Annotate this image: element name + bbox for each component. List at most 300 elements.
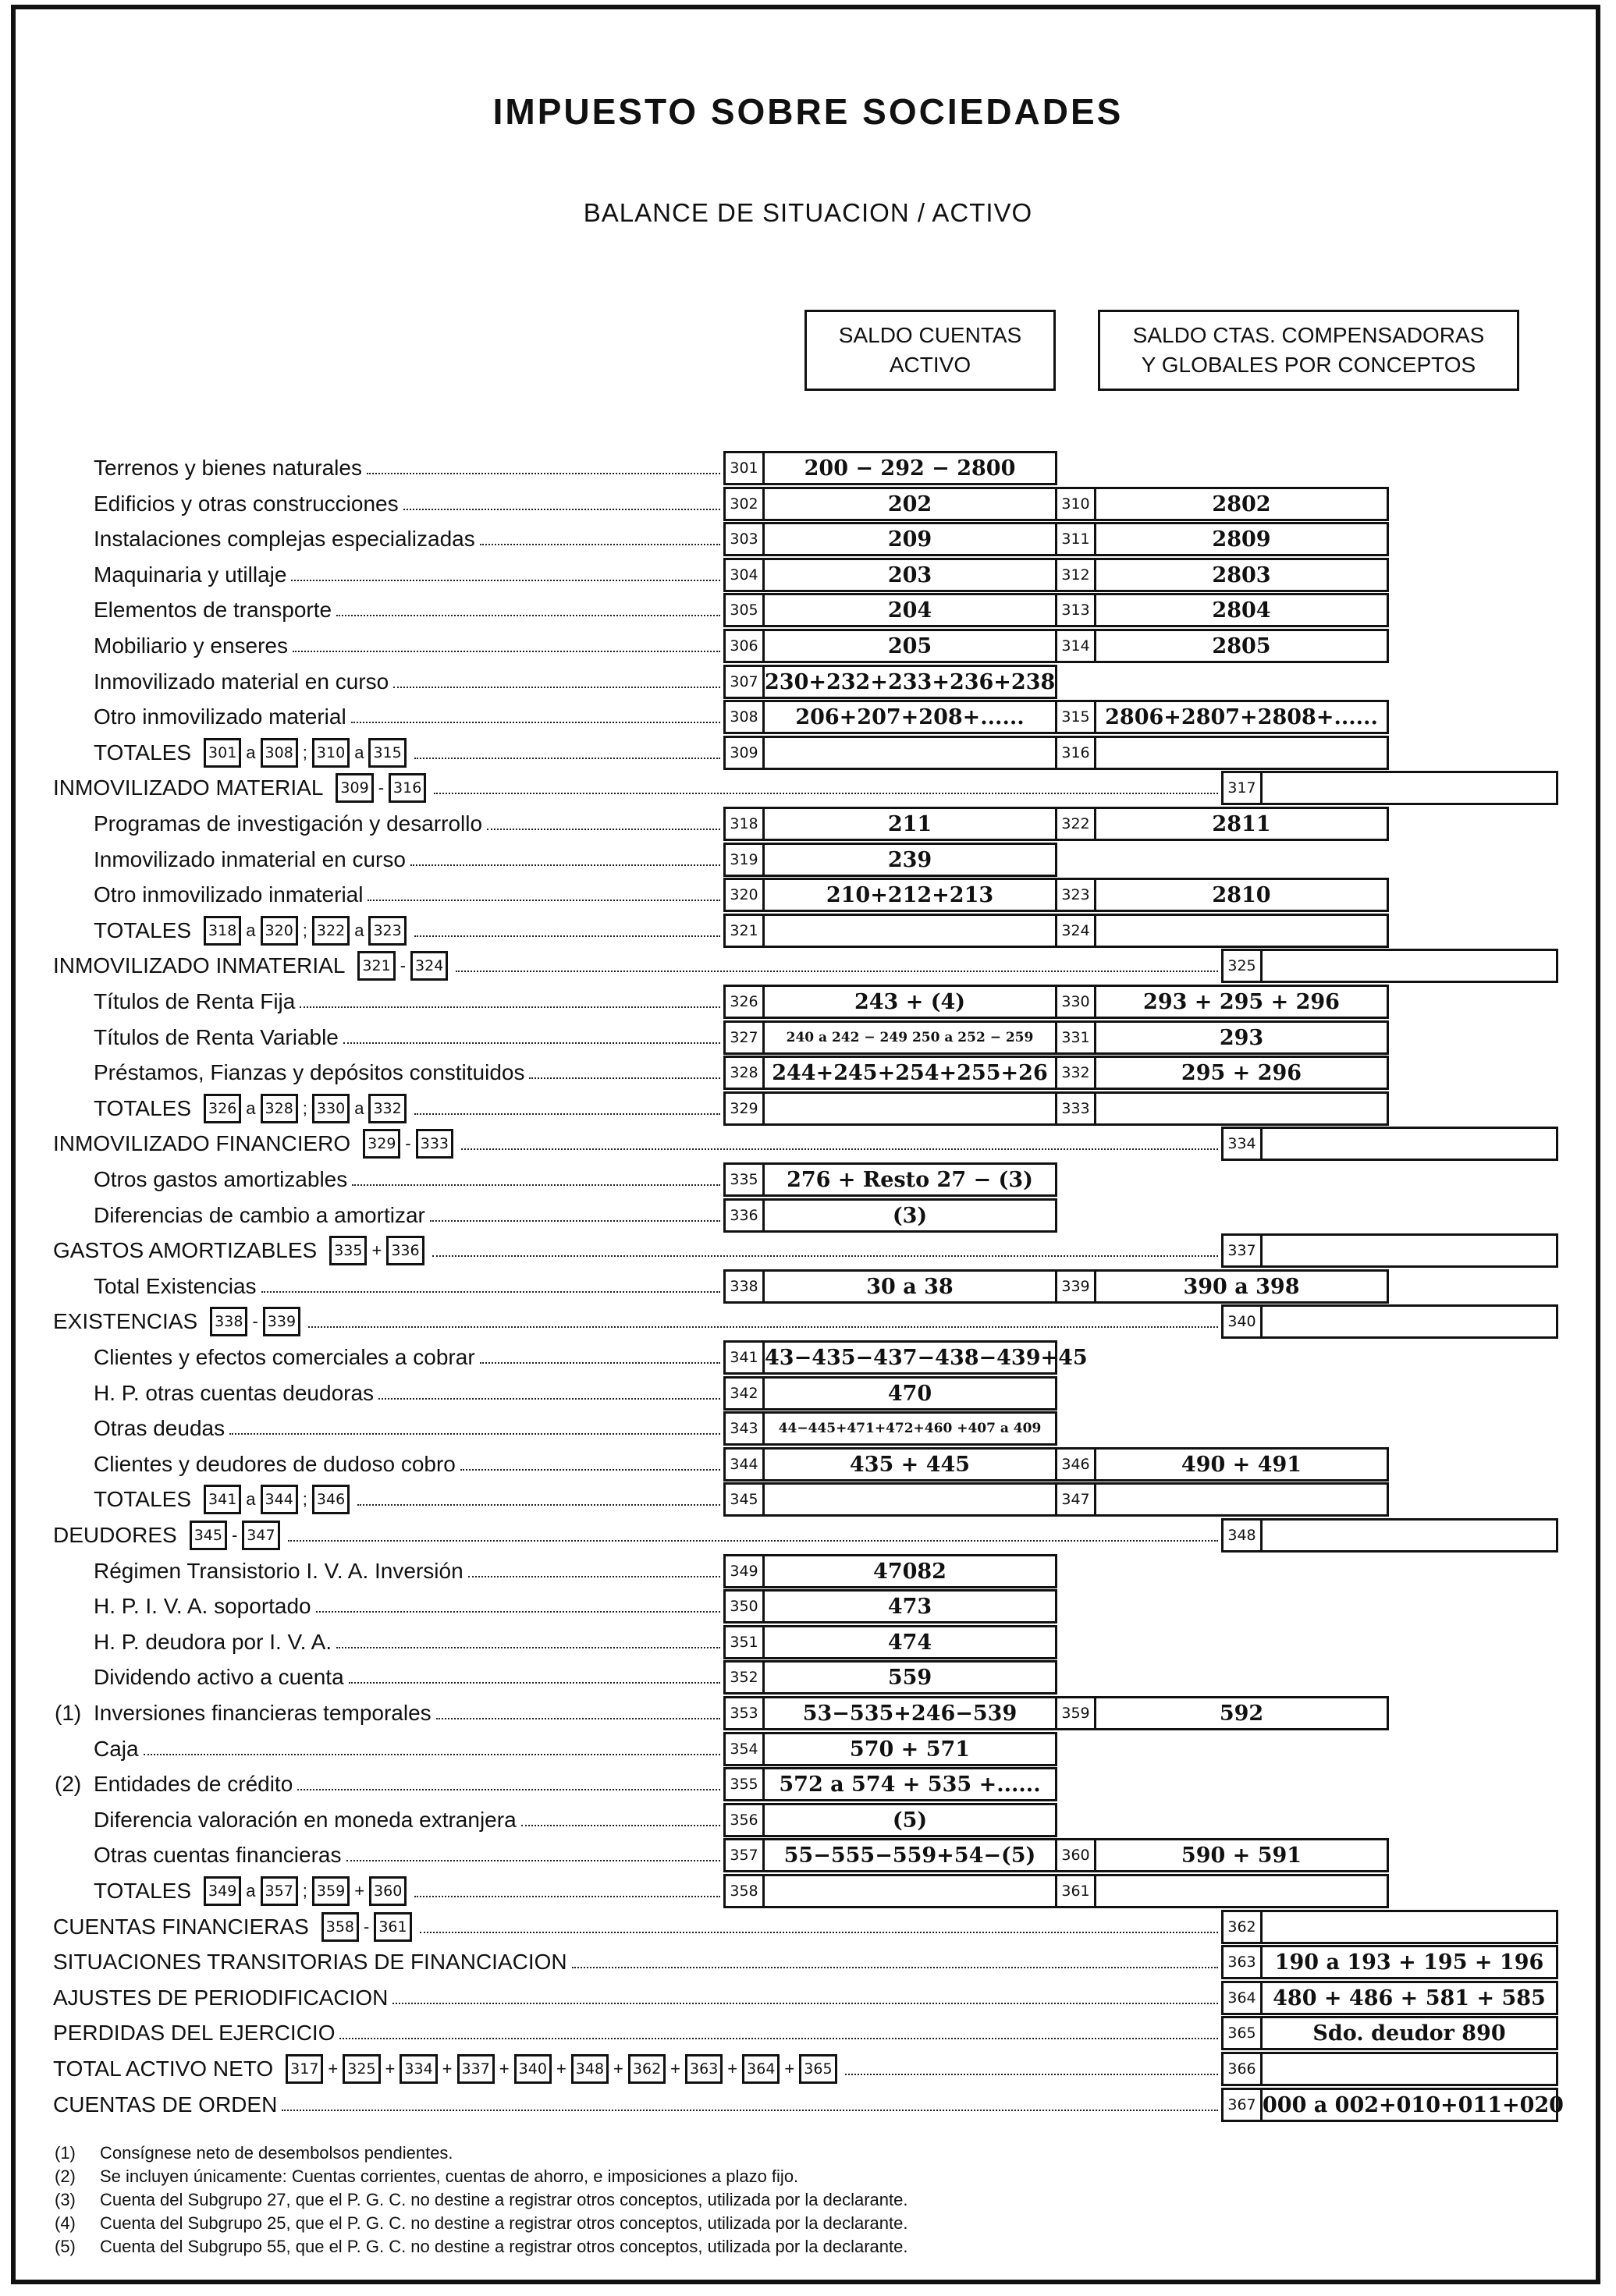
ref-operator: -	[231, 1525, 238, 1545]
box-code: 358	[726, 1876, 765, 1906]
ref-box: 345	[190, 1521, 227, 1550]
box-value[interactable]: 53−535+246−539	[802, 1701, 1018, 1726]
box-value[interactable]: 30 a 38	[866, 1274, 954, 1299]
box-value[interactable]: 47082	[873, 1559, 947, 1584]
footnote-number: (4)	[55, 2213, 76, 2233]
footnote-text: Se incluyen únicamente: Cuentas corrientes, cuentas de ahorro, e imposiciones a plazo fijo.	[100, 2166, 799, 2186]
box-value[interactable]: 474	[887, 1630, 932, 1655]
footnote-number: (3)	[55, 2190, 76, 2209]
total-box[interactable]	[1221, 949, 1558, 983]
leader-dots	[288, 1540, 1218, 1542]
box-code: 318	[726, 809, 765, 839]
item-line	[94, 1662, 723, 1693]
box-value[interactable]: 570 + 571	[849, 1737, 971, 1762]
ref-operator: +	[371, 1240, 382, 1260]
leader-dots	[378, 1398, 720, 1400]
box-code: 304	[726, 560, 765, 590]
activo-box[interactable]	[723, 1874, 1057, 1908]
ref-box: 320	[261, 916, 298, 946]
footnote-ref: (1)	[55, 1701, 82, 1725]
row-label: Edificios y otras construcciones	[94, 491, 399, 516]
row-label: Instalaciones complejas especializadas	[94, 527, 475, 551]
totals-line	[94, 1484, 723, 1515]
footnote-number: (2)	[55, 2166, 76, 2186]
activo-box[interactable]	[723, 1767, 1057, 1801]
box-code: 350	[726, 1592, 765, 1621]
total-box[interactable]	[1221, 1233, 1558, 1268]
compensadora-box[interactable]	[1055, 629, 1389, 663]
footnote-number: (5)	[55, 2237, 76, 2256]
ref-box: 322	[312, 916, 350, 946]
formula-refs	[201, 916, 410, 946]
box-code: 366	[1224, 2054, 1263, 2084]
item-line	[94, 1627, 723, 1658]
box-value[interactable]: 44−445+471+472+460 +407 a 409	[778, 1421, 1042, 1436]
total-box[interactable]	[1221, 1127, 1558, 1161]
box-value[interactable]: 2806+2807+2808+......	[1105, 704, 1378, 729]
leader-dots	[487, 829, 720, 830]
ref-operator: +	[784, 2059, 795, 2078]
box-value[interactable]: 2805	[1212, 633, 1271, 658]
box-code: 307	[726, 667, 765, 697]
ref-box: 330	[312, 1094, 350, 1123]
item-line	[94, 1591, 723, 1622]
row-label: Clientes y efectos comerciales a cobrar	[94, 1345, 475, 1369]
ref-box: 326	[204, 1094, 241, 1123]
box-value[interactable]: 190 a 193 + 195 + 196	[1274, 1950, 1544, 1975]
item-line	[94, 1022, 723, 1053]
item-line	[55, 1769, 723, 1800]
box-code: 331	[1057, 1023, 1096, 1052]
footnote-text: Cuenta del Subgrupo 55, que el P. G. C. no destine a registrar otros conceptos, utilizada por la declarante.	[100, 2237, 908, 2256]
ref-operator: ;	[302, 743, 307, 762]
section-heading	[53, 1306, 1221, 1337]
footnote	[55, 2142, 907, 2165]
ref-box: 308	[261, 738, 298, 768]
ref-box: 301	[204, 738, 241, 768]
box-code: 364	[1224, 1983, 1263, 2013]
box-value[interactable]: 230+232+233+236+238	[765, 669, 1056, 694]
header-saldo-cuentas-activo	[804, 310, 1056, 391]
box-value[interactable]: 2803	[1212, 562, 1271, 587]
leader-dots	[410, 864, 720, 866]
item-line	[94, 1413, 723, 1444]
leader-dots	[430, 1220, 720, 1222]
compensadora-box[interactable]	[1055, 1269, 1389, 1304]
section-heading	[53, 1128, 1221, 1159]
item-line	[94, 452, 723, 484]
totals-line	[94, 1875, 723, 1907]
ref-box: 318	[204, 916, 241, 946]
leader-dots	[414, 1896, 720, 1897]
row-label: INMOVILIZADO FINANCIERO	[53, 1131, 351, 1155]
row-label: TOTALES	[94, 1487, 192, 1511]
item-line	[94, 488, 723, 520]
ref-operator: a	[354, 1098, 364, 1118]
total-box[interactable]	[1221, 1304, 1558, 1339]
row-label: Inmovilizado material en curso	[94, 669, 389, 694]
activo-box[interactable]	[723, 1411, 1057, 1446]
item-line	[94, 808, 723, 839]
item-line	[94, 844, 723, 875]
box-code: 335	[726, 1165, 765, 1194]
ref-box: 363	[685, 2054, 723, 2084]
leader-dots	[480, 1362, 720, 1364]
leader-dots	[300, 1006, 720, 1008]
header-col2-line1: SALDO CTAS. COMPENSADORAS	[1132, 323, 1485, 347]
section-heading	[53, 2017, 1221, 2049]
leader-dots	[357, 1504, 720, 1506]
box-code: 328	[726, 1058, 765, 1088]
ref-box: 332	[368, 1094, 406, 1123]
box-code: 352	[726, 1663, 765, 1692]
leader-dots	[343, 1042, 720, 1044]
footnotes	[55, 2142, 907, 2259]
item-line	[94, 879, 723, 910]
row-label: H. P. I. V. A. soportado	[94, 1594, 311, 1618]
box-value[interactable]: (5)	[892, 1808, 928, 1833]
box-value[interactable]: 590 + 591	[1181, 1843, 1302, 1868]
activo-box[interactable]	[723, 451, 1057, 485]
compensadora-box[interactable]	[1055, 1482, 1389, 1517]
compensadora-box[interactable]	[1055, 593, 1389, 627]
box-value[interactable]: 490 + 491	[1181, 1452, 1302, 1477]
leader-dots	[339, 2038, 1218, 2039]
row-label: CUENTAS DE ORDEN	[53, 2092, 278, 2117]
activo-box[interactable]	[723, 878, 1057, 912]
row-label: AJUSTES DE PERIODIFICACION	[53, 1985, 389, 2010]
section-heading	[53, 1946, 1221, 1978]
activo-box[interactable]	[723, 558, 1057, 592]
compensadora-box[interactable]	[1055, 1020, 1389, 1055]
ref-operator: +	[556, 2059, 566, 2078]
leader-dots	[346, 1860, 721, 1861]
row-label: EXISTENCIAS	[53, 1309, 198, 1333]
compensadora-box[interactable]	[1055, 985, 1389, 1019]
leader-dots	[351, 722, 720, 723]
footnote-text: Consígnese neto de desembolsos pendientes.	[100, 2143, 453, 2163]
box-value[interactable]: 2809	[1212, 527, 1271, 552]
ref-operator: ;	[302, 921, 307, 940]
section-heading	[53, 950, 1221, 981]
item-line	[94, 666, 723, 697]
box-value[interactable]: 243 + (4)	[854, 989, 966, 1014]
box-code: 361	[1057, 1876, 1096, 1906]
activo-box[interactable]	[723, 1340, 1088, 1375]
ref-operator: +	[727, 2059, 738, 2078]
activo-box[interactable]	[723, 1269, 1057, 1304]
box-value[interactable]: (3)	[892, 1203, 928, 1228]
box-value[interactable]: 200 − 292 − 2800	[804, 456, 1016, 481]
compensadora-box[interactable]	[1055, 487, 1389, 521]
box-code: 311	[1057, 524, 1096, 554]
compensadora-box[interactable]	[1055, 1696, 1389, 1730]
activo-box[interactable]	[723, 1056, 1057, 1090]
box-value[interactable]: 239	[887, 847, 932, 872]
box-code: 362	[1224, 1912, 1263, 1942]
item-line	[94, 1200, 723, 1231]
box-code: 308	[726, 702, 765, 732]
total-box[interactable]	[1221, 2016, 1558, 2050]
ref-box: 317	[286, 2054, 323, 2084]
box-code: 339	[1057, 1272, 1096, 1301]
row-label: Inversiones financieras temporales	[94, 1701, 432, 1725]
footnote-text: Cuenta del Subgrupo 27, que el P. G. C. no destine a registrar otros conceptos, utilizada por la declarante.	[100, 2190, 908, 2209]
box-value[interactable]: 390 a 398	[1183, 1274, 1300, 1299]
activo-box[interactable]	[723, 914, 1057, 948]
box-value[interactable]: 435 + 445	[849, 1452, 971, 1477]
compensadora-box[interactable]	[1055, 558, 1389, 592]
ref-box: 347	[242, 1521, 279, 1550]
box-code: 360	[1057, 1840, 1096, 1870]
formula-refs	[326, 1236, 427, 1265]
leader-dots	[336, 1647, 720, 1648]
row-label: TOTALES	[94, 740, 192, 765]
row-label: Caja	[94, 1737, 139, 1761]
compensadora-box[interactable]	[1055, 736, 1389, 770]
row-label: Programas de investigación y desarrollo	[94, 811, 483, 836]
box-code: 321	[726, 916, 765, 946]
activo-box[interactable]	[723, 1091, 1057, 1126]
activo-box[interactable]	[723, 593, 1057, 627]
section-heading	[53, 2053, 1221, 2085]
leader-dots	[468, 1576, 720, 1577]
activo-box[interactable]	[723, 1162, 1057, 1197]
box-value[interactable]: 000 a 002+010+011+020	[1263, 2092, 1564, 2117]
total-box[interactable]	[1221, 2052, 1558, 2086]
box-code: 320	[726, 880, 765, 910]
total-box[interactable]	[1221, 1981, 1558, 2015]
leader-dots	[529, 1077, 720, 1079]
box-code: 347	[1057, 1485, 1096, 1514]
row-label: Otro inmovilizado material	[94, 704, 346, 729]
box-value[interactable]: 2804	[1212, 598, 1271, 623]
compensadora-box[interactable]	[1055, 1874, 1389, 1908]
box-code: 309	[726, 738, 765, 768]
compensadora-box[interactable]	[1055, 1056, 1389, 1090]
box-code: 355	[726, 1769, 765, 1799]
activo-box[interactable]	[723, 843, 1057, 877]
activo-box[interactable]	[723, 1020, 1057, 1055]
leader-dots	[349, 1682, 720, 1684]
box-value[interactable]: 211	[887, 811, 932, 836]
ref-box: 349	[204, 1876, 241, 1906]
ref-operator: a	[246, 921, 256, 940]
activo-box[interactable]	[723, 629, 1057, 663]
ref-box: 344	[261, 1485, 298, 1514]
compensadora-box[interactable]	[1055, 1447, 1389, 1482]
ref-box: 336	[386, 1236, 424, 1265]
total-box[interactable]	[1221, 1518, 1558, 1553]
compensadora-box[interactable]	[1055, 522, 1389, 556]
section-heading	[53, 1911, 1221, 1943]
total-box[interactable]	[1221, 1910, 1558, 1944]
ref-operator: -	[400, 956, 407, 975]
formula-refs	[201, 738, 410, 768]
header-col1-line2: ACTIVO	[889, 353, 971, 377]
item-line	[94, 701, 723, 733]
leader-dots	[367, 473, 720, 474]
leader-dots	[461, 1148, 1218, 1150]
box-value[interactable]: Sdo. deudor 890	[1312, 2021, 1506, 2046]
activo-box[interactable]	[723, 1482, 1057, 1517]
box-value[interactable]: 592	[1219, 1701, 1264, 1726]
activo-box[interactable]	[723, 487, 1057, 521]
leader-dots	[414, 1113, 720, 1115]
box-value[interactable]: 206+207+208+......	[795, 704, 1025, 729]
box-value[interactable]: 205	[887, 633, 932, 658]
row-label: Diferencia valoración en moneda extranjera	[94, 1808, 517, 1832]
activo-box[interactable]	[723, 1554, 1057, 1588]
activo-box[interactable]	[723, 1376, 1057, 1411]
ref-box: 360	[369, 1876, 407, 1906]
box-value[interactable]: 295 + 296	[1181, 1060, 1302, 1085]
activo-box[interactable]	[723, 807, 1057, 841]
total-box[interactable]	[1221, 1945, 1558, 1979]
ref-box: 329	[363, 1129, 400, 1159]
box-value[interactable]: 559	[887, 1665, 932, 1690]
box-value[interactable]: 293	[1219, 1025, 1264, 1050]
ref-operator: +	[354, 1881, 365, 1900]
item-line	[94, 1271, 723, 1302]
page-title: IMPUESTO SOBRE SOCIEDADES	[492, 91, 1124, 132]
box-value[interactable]: 473	[887, 1594, 932, 1619]
box-code: 356	[726, 1805, 765, 1835]
box-code: 327	[726, 1023, 765, 1052]
compensadora-box[interactable]	[1055, 914, 1389, 948]
box-value[interactable]: 209	[887, 527, 932, 552]
box-value[interactable]: 480 + 486 + 581 + 585	[1273, 1985, 1546, 2010]
box-value[interactable]: 2810	[1212, 882, 1271, 907]
box-code: 346	[1057, 1450, 1096, 1479]
item-line	[94, 523, 723, 555]
leader-dots	[336, 615, 720, 616]
activo-box[interactable]	[723, 1589, 1057, 1624]
ref-box: 321	[357, 951, 395, 981]
activo-box[interactable]	[723, 1838, 1057, 1872]
row-label: PERDIDAS DEL EJERCICIO	[53, 2021, 336, 2045]
box-code: 363	[1224, 1947, 1263, 1977]
box-value[interactable]: 203	[887, 562, 932, 587]
leader-dots	[293, 651, 720, 652]
formula-refs	[207, 1307, 304, 1336]
activo-box[interactable]	[723, 1732, 1057, 1766]
box-value[interactable]: 276 + Resto 27 − (3)	[787, 1167, 1033, 1192]
leader-dots	[308, 1326, 1218, 1328]
row-label: Régimen Transistorio I. V. A. Inversión	[94, 1559, 463, 1583]
row-label: Otras cuentas financieras	[94, 1843, 342, 1867]
box-value[interactable]: 293 + 295 + 296	[1143, 989, 1340, 1014]
activo-box[interactable]	[723, 1696, 1057, 1730]
leader-dots	[403, 509, 720, 510]
compensadora-box[interactable]	[1055, 878, 1389, 912]
box-code: 353	[726, 1698, 765, 1728]
row-label: Títulos de Renta Fija	[94, 989, 296, 1013]
leader-dots	[460, 1469, 720, 1471]
activo-box[interactable]	[723, 522, 1057, 556]
ref-box: 335	[329, 1236, 367, 1265]
box-value[interactable]: 244+245+254+255+26	[772, 1060, 1048, 1085]
leader-dots	[432, 1255, 1218, 1257]
box-code: 343	[726, 1414, 765, 1443]
row-label: Dividendo activo a cuenta	[94, 1665, 344, 1689]
activo-box[interactable]	[723, 1660, 1057, 1694]
compensadora-box[interactable]	[1055, 1091, 1389, 1126]
total-box[interactable]	[1221, 771, 1558, 805]
box-value[interactable]: 210+212+213	[826, 882, 994, 907]
leader-dots	[572, 1967, 1218, 1968]
compensadora-box[interactable]	[1055, 1838, 1389, 1872]
activo-box[interactable]	[723, 985, 1057, 1019]
activo-box[interactable]	[723, 1803, 1057, 1837]
row-label: Elementos de transporte	[94, 598, 332, 622]
row-label: INMOVILIZADO MATERIAL	[53, 775, 324, 800]
ref-box: 364	[742, 2054, 780, 2084]
leader-dots	[291, 580, 720, 581]
ref-box: 338	[210, 1307, 247, 1336]
activo-box[interactable]	[723, 665, 1057, 699]
header-saldo-compensadoras	[1098, 310, 1519, 391]
box-value[interactable]: 43−435−437−438−439+45	[765, 1345, 1088, 1370]
activo-box[interactable]	[723, 1625, 1057, 1659]
box-value[interactable]: 2811	[1212, 811, 1271, 836]
box-value[interactable]: 202	[887, 491, 932, 516]
box-code: 322	[1057, 809, 1096, 839]
row-label: Terrenos y bienes naturales	[94, 456, 362, 480]
box-code: 351	[726, 1627, 765, 1657]
row-label: H. P. deudora por I. V. A.	[94, 1630, 332, 1654]
leader-dots	[393, 687, 720, 688]
compensadora-box[interactable]	[1055, 700, 1389, 734]
row-label: TOTALES	[94, 1879, 192, 1903]
box-code: 306	[726, 631, 765, 661]
row-label: H. P. otras cuentas deudoras	[94, 1381, 375, 1405]
compensadora-box[interactable]	[1055, 807, 1389, 841]
page-subtitle: BALANCE DE SITUACION / ACTIVO	[583, 198, 1033, 227]
leader-dots	[297, 1789, 720, 1790]
row-label: Mobiliario y enseres	[94, 633, 288, 658]
row-label: TOTALES	[94, 1096, 192, 1120]
section-heading	[53, 772, 1221, 804]
formula-refs	[354, 951, 451, 981]
box-value[interactable]: 572 a 574 + 535 +......	[779, 1772, 1041, 1797]
box-code: 332	[1057, 1058, 1096, 1088]
total-box[interactable]	[1221, 2088, 1564, 2122]
box-code: 349	[726, 1556, 765, 1586]
ref-operator: +	[670, 2059, 681, 2078]
footnote	[55, 2188, 907, 2212]
box-value[interactable]: 240 a 242 − 249 250 a 252 − 259	[786, 1030, 1034, 1045]
box-value[interactable]: 204	[887, 598, 932, 623]
activo-box[interactable]	[723, 1447, 1057, 1482]
row-label: Total Existencias	[94, 1274, 257, 1298]
ref-box: 337	[457, 2054, 495, 2084]
box-value[interactable]: 470	[887, 1381, 932, 1406]
leader-dots	[229, 1433, 720, 1435]
box-code: 325	[1224, 951, 1263, 981]
formula-refs	[201, 1094, 410, 1123]
activo-box[interactable]	[723, 1198, 1057, 1233]
formula-refs	[332, 773, 429, 803]
activo-box[interactable]	[723, 736, 1057, 770]
leader-dots	[414, 935, 720, 937]
box-code: 338	[726, 1272, 765, 1301]
activo-box[interactable]	[723, 700, 1057, 734]
box-code: 326	[726, 987, 765, 1017]
box-value[interactable]: 55−555−559+54−(5)	[783, 1843, 1036, 1868]
box-value[interactable]: 2802	[1212, 491, 1271, 516]
item-line	[94, 1556, 723, 1587]
